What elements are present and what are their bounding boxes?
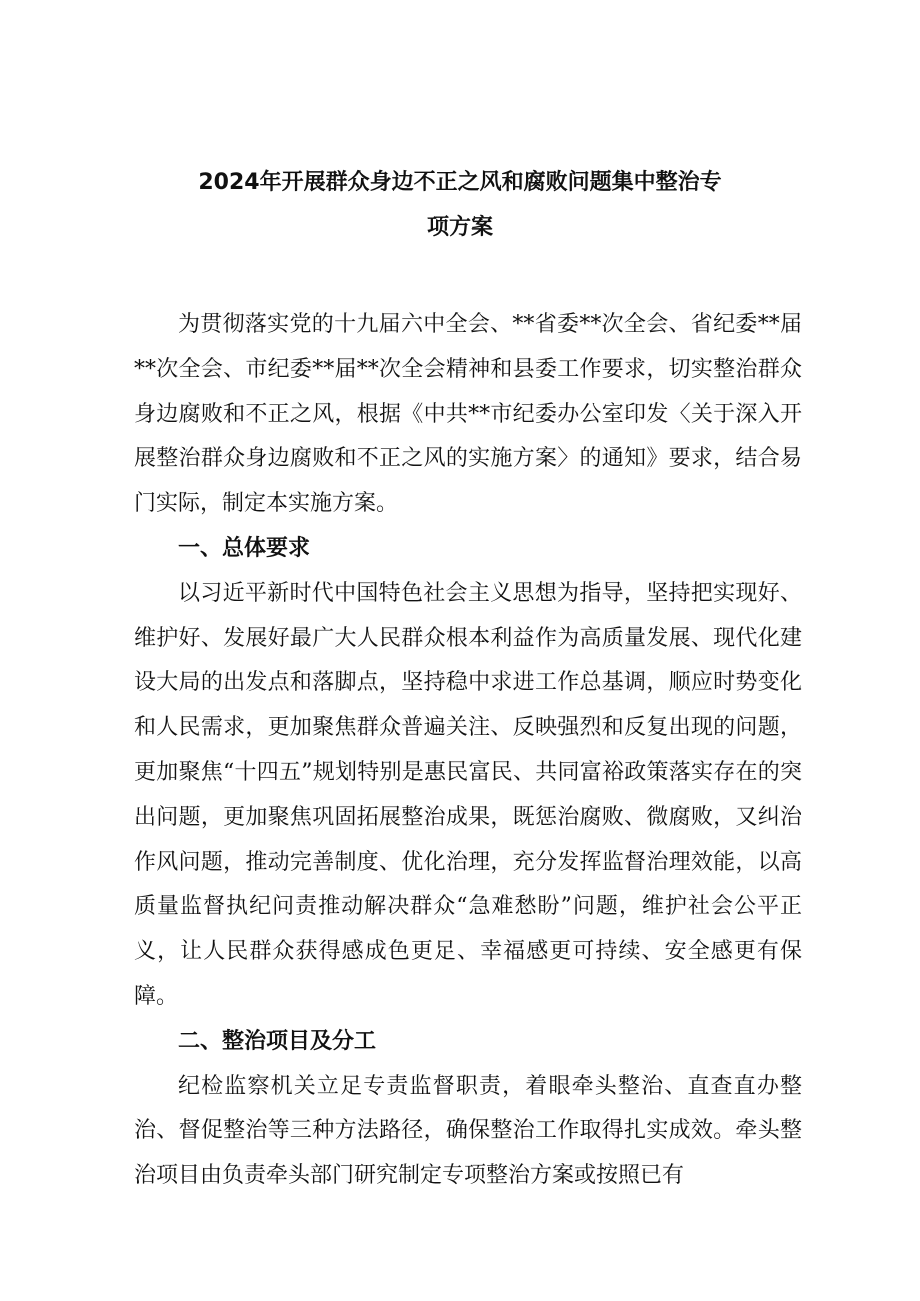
document-title-line-1: 2024年开展群众身边不正之风和腐败问题集中整治专 [198,170,722,195]
section-heading-overall-requirements: 一、总体要求 [178,535,311,561]
section-paragraph-overall-requirements: 以习近平新时代中国特色社会主义思想为指导，坚持把实现好、维护好、发展好最广大人民群众根本利益作为高质量发展、现代化建设大局的出发点和落脚点，坚持稳中求进工作总基调，顺应时势变化和人民需求，更加聚焦群众普遍关注、反映强烈和反复出现的问题，更加聚焦“十四五”规划特别是惠民富民、共同富裕政策落实存在的突出问题，更加聚焦巩固拓展整治成果，既惩治腐败、微腐败，又纠治作风问题，推动完善制度、优化治理，充分发挥监督治理效能，以高质量监督执纪问责推动解决群众“急难愁盼”问题，维护社会公平正义，让人民群众获得感成色更足、幸福感更可持续、安全感更有保障。 [134,580,802,1009]
document-body [134,303,802,1199]
section-paragraph-projects-and-division: 纪检监察机关立足专责监督职责，着眼牵头整治、直查直办整治、督促整治等三种方法路径，确保整治工作取得扎实成效。牵头整治项目由负责牵头部门研究制定专项整治方案或按照已有 [134,1073,802,1189]
intro-paragraph: 为贯彻落实党的十九届六中全会、**省委**次全会、省纪委**届**次全会、市纪委**届**次全会精神和县委工作要求，切实整治群众身边腐败和不正之风，根据《中共**市纪委办公室印发〈关于深入开展整治群众身边腐败和不正之风的实施方案〉的通知》要求，结合易门实际，制定本实施方案。 [134,312,802,517]
document-title-line-2: 项方案 [426,215,493,240]
section-heading-projects-and-division: 二、整治项目及分工 [178,1028,377,1054]
